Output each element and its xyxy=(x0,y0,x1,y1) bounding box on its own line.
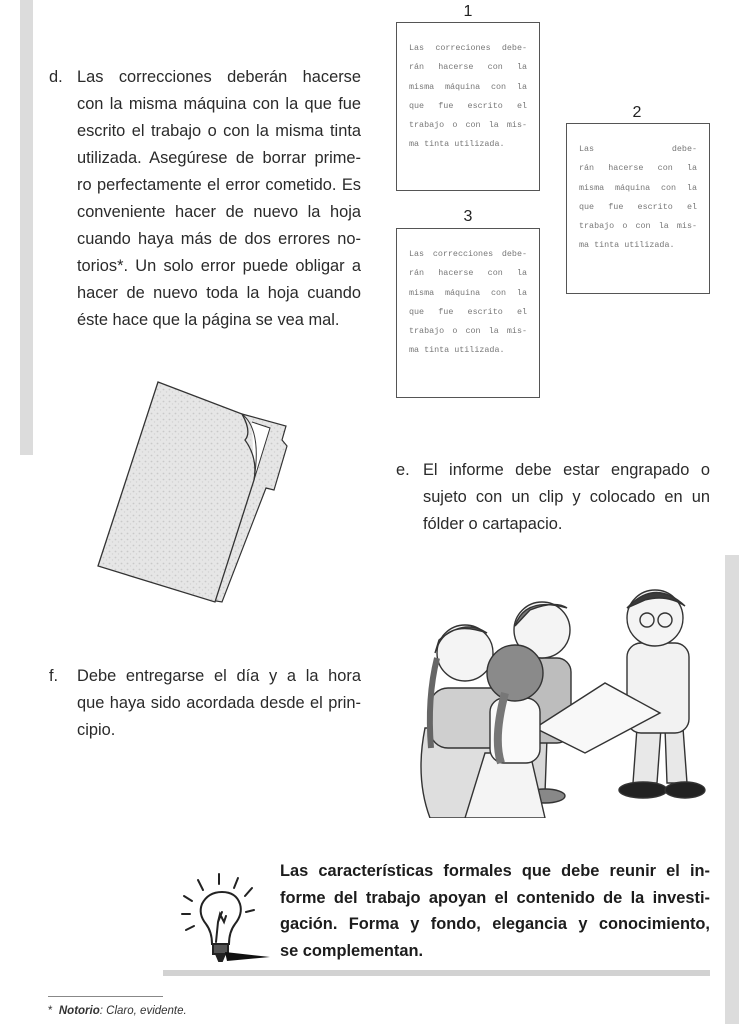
list-item-text xyxy=(77,64,361,334)
list-marker: f. xyxy=(49,667,59,685)
example-page-3 xyxy=(396,228,540,398)
right-margin-bar xyxy=(725,555,739,1024)
text-line: utilizada. Asegúrese de borrar prime- xyxy=(77,149,361,167)
typed-line: trabajo o con la mis- xyxy=(579,221,697,232)
typed-line: rán hacerse con la xyxy=(579,163,697,174)
list-item-d xyxy=(49,64,361,334)
typed-line: trabajo o con la mis- xyxy=(409,326,527,337)
footnote-definition: Claro, evidente. xyxy=(106,1005,187,1017)
text-line: que haya sido acordada desde el prin- xyxy=(77,694,361,712)
typed-line: trabajo o con la mis- xyxy=(409,120,527,131)
typed-line: que fue escrito el xyxy=(409,100,527,111)
text-line: escrito el trabajo o con la misma tinta xyxy=(77,122,361,140)
text-line: El informe debe estar engrapado o xyxy=(423,461,710,479)
typed-line: Las correcciones debe- xyxy=(409,249,527,259)
note-line: Las características formales que debe reunir el in- xyxy=(280,862,710,880)
text-line: conveniente hacer de nuevo la hoja xyxy=(77,203,361,221)
footnote xyxy=(48,1005,187,1017)
text-line: Las correcciones deberán hacerse xyxy=(77,68,361,86)
footnote-term: Notorio xyxy=(58,1005,100,1017)
example-number-1: 1 xyxy=(463,3,473,20)
typed-line: que fue escrito el xyxy=(579,201,697,212)
typed-line: Las debe- xyxy=(579,144,697,154)
text-line: fólder o cartapacio. xyxy=(423,515,563,533)
list-marker: e. xyxy=(396,461,410,479)
students-illustration xyxy=(405,578,715,818)
left-margin-bar xyxy=(20,0,33,455)
text-line: Debe entregarse el día y a la hora xyxy=(77,667,361,685)
list-marker: d. xyxy=(49,68,63,86)
typed-line: ma tinta utilizada. xyxy=(579,240,675,251)
footnote-marker: * xyxy=(48,1005,53,1017)
text-line: cuando haya más de dos errores no- xyxy=(77,230,361,248)
typed-line: rán hacerse con la xyxy=(409,268,527,279)
footnote-separator: : xyxy=(99,1005,103,1017)
typed-line: misma máquina con la xyxy=(579,182,697,193)
example-page-2 xyxy=(566,123,710,294)
text-line: ro perfectamente el error cometido. Es xyxy=(77,176,361,194)
typed-line: Las correciones debe- xyxy=(409,43,527,53)
text-line: con la misma máquina con la que fue xyxy=(77,95,361,113)
text-line: torios*. Un solo error puede obligar a xyxy=(77,257,361,275)
list-item-e xyxy=(396,457,710,538)
text-line: éste hace que la página se vea mal. xyxy=(77,311,340,329)
typed-line: ma tinta utilizada. xyxy=(409,345,505,356)
typed-line: ma tinta utilizada. xyxy=(409,139,505,150)
note-line: forme del trabajo apoyan el contenido de la investi- xyxy=(280,888,710,907)
folder-illustration xyxy=(90,370,310,610)
text-line: hacer de nuevo toda la hoja cuando xyxy=(77,284,361,302)
typed-line: rán hacerse con la xyxy=(409,62,527,73)
text-line: sujeto con un clip y colocado en un xyxy=(423,488,710,506)
lightbulb-icon xyxy=(172,868,272,968)
note-divider xyxy=(163,970,710,976)
typed-line: que fue escrito el xyxy=(409,306,527,317)
footnote-rule xyxy=(48,996,163,997)
example-page-1 xyxy=(396,22,540,191)
text-line: cipio. xyxy=(77,721,116,739)
example-number-3: 3 xyxy=(463,208,473,225)
typed-line: misma máquina con la xyxy=(409,287,527,298)
note-line: se complementan. xyxy=(280,941,424,960)
typed-line: misma máquina con la xyxy=(409,81,527,92)
example-number-2: 2 xyxy=(632,104,642,121)
list-item-text xyxy=(77,663,361,744)
note-line: gación. Forma y fondo, elegancia y conocimiento, xyxy=(280,915,710,933)
list-item-f xyxy=(49,663,361,744)
key-note xyxy=(280,858,710,964)
list-item-text xyxy=(423,457,710,538)
